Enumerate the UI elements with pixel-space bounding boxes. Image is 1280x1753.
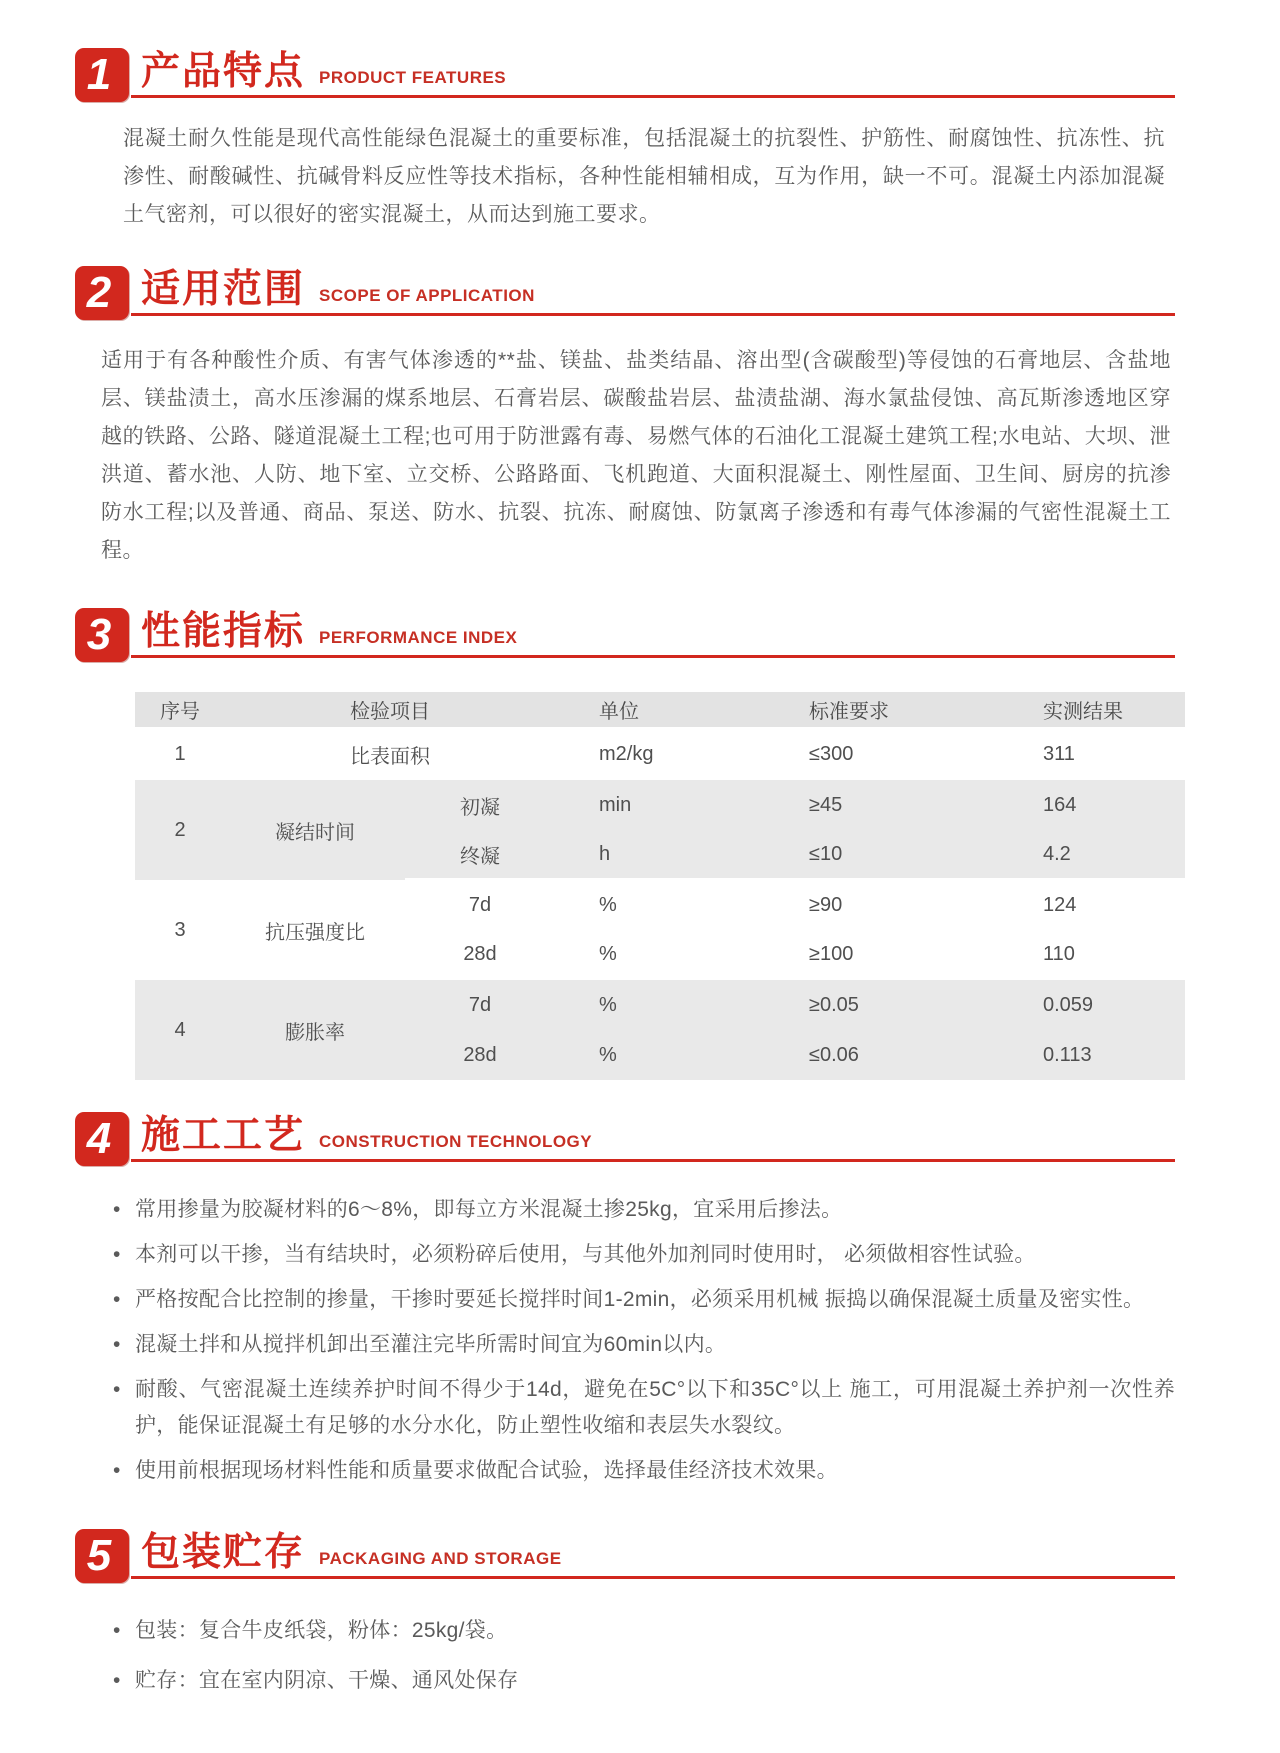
cell-standard: ≥45	[809, 793, 843, 816]
cell-unit: %	[599, 993, 617, 1016]
section-3-number-badge: 3	[75, 608, 129, 662]
cell-measured: 311	[995, 730, 1185, 780]
section-4-header	[75, 1112, 1185, 1166]
header-cell-no: 序号	[135, 692, 225, 730]
product-features-paragraph: 混凝土耐久性能是现代高性能绿色混凝土的重要标准，包括混凝土的抗裂性、护筋性、耐腐蚀性、抗冻性、抗渗性、耐酸碱性、抗碱骨料反应性等技术指标，各种性能相辅相成，互为作用，缺一不可。混凝土内添加混凝土气密剂，可以很好的密实混凝土，从而达到施工要求。	[123, 127, 1165, 226]
section-packaging-and-storage	[75, 1529, 1185, 1699]
table-row	[135, 730, 1185, 780]
section-2-header	[75, 266, 1185, 320]
scope-of-application-paragraph: 适用于有各种酸性介质、有害气体渗透的**盐、镁盐、盐类结晶、溶出型(含碳酸型)等侵蚀的石膏地层、含盐地层、镁盐渍土，高水压渗漏的煤系地层、石膏岩层、碳酸盐岩层、盐渍盐湖、海水氯盐侵蚀、高瓦斯渗透地区穿越的铁路、公路、隧道混凝土工程;也可用于防泄露有毒、易燃气体的石油化工混凝土建筑工程;水电站、大坝、泄洪道、蓄水池、人防、地下室、立交桥、公路路面、飞机跑道、大面积混凝土、刚性屋面、卫生间、厨房的抗渗防水工程;以及普通、商品、泵送、防水、抗裂、抗冻、耐腐蚀、防氯离子渗透和有毒气体渗漏的气密性混凝土工程。	[101, 349, 1171, 562]
list-item: • 包装：复合牛皮纸袋，粉体：25kg/袋。	[113, 1613, 1175, 1649]
section-1-subtitle: PRODUCT FEATURES	[319, 68, 507, 87]
cell-subitem: 28d	[463, 1043, 497, 1066]
list-item: • 严格按配合比控制的掺量，干掺时要延长搅拌时间1-2min，必须采用机械 振捣以确保混凝土质量及密实性。	[113, 1282, 1175, 1318]
section-4-number-badge: 4	[75, 1112, 129, 1166]
section-5-title: 包装贮存	[141, 1531, 306, 1575]
section-construction-technology	[75, 1112, 1185, 1489]
cell-item: 凝结时间	[275, 821, 355, 844]
cell-measured: 124	[1043, 893, 1077, 916]
section-5-number-badge: 5	[75, 1529, 129, 1583]
section-performance-index	[75, 608, 1185, 1080]
list-item: • 常用掺量为胶凝材料的6～8%，即每立方米混凝土掺25kg，宜采用后掺法。	[113, 1192, 1175, 1228]
section-1-header	[75, 48, 1185, 102]
section-3-title-wrap	[131, 612, 1175, 658]
list-item: • 贮存：宜在室内阴凉、干燥、通风处保存	[113, 1663, 1175, 1699]
section-1-title-wrap	[131, 52, 1175, 98]
cell-no: 4	[174, 1018, 186, 1041]
cell-unit: %	[555, 930, 765, 980]
cell-subitem: 7d	[468, 993, 492, 1016]
section-product-features	[75, 48, 1185, 234]
table-row	[135, 780, 1185, 830]
cell-unit: %	[599, 1043, 617, 1066]
section-4-subtitle: CONSTRUCTION TECHNOLOGY	[319, 1132, 593, 1151]
table-row	[135, 980, 1185, 1030]
section-1-number-badge: 1	[75, 48, 129, 102]
cell-no: 1	[135, 730, 225, 780]
section-scope-of-application	[75, 266, 1185, 570]
cell-subitem: 初凝	[460, 796, 500, 819]
list-item: • 混凝土拌和从搅拌机卸出至灌注完毕所需时间宜为60min以内。	[113, 1327, 1175, 1363]
performance-index-table	[135, 692, 1185, 1080]
table-header-row	[135, 692, 1185, 730]
header-cell-measured: 实测结果	[995, 692, 1185, 730]
cell-unit: h	[555, 830, 765, 880]
cell-standard: ≥0.05	[809, 993, 859, 1016]
cell-subitem: 7d	[468, 893, 492, 916]
list-item: • 本剂可以干掺，当有结块时，必须粉碎后使用，与其他外加剂同时使用时， 必须做相容性试验。	[113, 1237, 1175, 1273]
cell-unit: m2/kg	[555, 730, 765, 780]
section-5-header	[75, 1529, 1185, 1583]
cell-unit: min	[599, 793, 632, 816]
section-2-number-badge: 2	[75, 266, 129, 320]
cell-no: 3	[174, 918, 186, 941]
section-4-title-wrap	[131, 1116, 1175, 1162]
cell-measured: 110	[995, 930, 1185, 980]
table-row	[135, 880, 1185, 930]
cell-measured: 164	[1043, 793, 1077, 816]
header-cell-unit: 单位	[555, 692, 765, 730]
list-item: • 使用前根据现场材料性能和质量要求做配合试验，选择最佳经济技术效果。	[113, 1453, 1175, 1489]
cell-measured: 0.059	[1043, 993, 1094, 1016]
cell-no: 2	[174, 818, 186, 841]
section-4-title: 施工工艺	[141, 1114, 306, 1158]
cell-measured: 4.2	[995, 830, 1185, 880]
cell-unit: %	[599, 893, 617, 916]
section-2-subtitle: SCOPE OF APPLICATION	[319, 286, 535, 305]
cell-standard: ≤0.06	[809, 1043, 859, 1066]
cell-item: 比表面积	[225, 730, 555, 780]
construction-technology-list	[113, 1192, 1175, 1489]
section-2-title: 适用范围	[141, 268, 306, 312]
cell-item: 膨胀率	[285, 1021, 345, 1044]
section-5-subtitle: PACKAGING AND STORAGE	[319, 1549, 562, 1568]
section-3-subtitle: PERFORMANCE INDEX	[319, 628, 518, 647]
cell-standard: ≤300	[765, 730, 995, 780]
section-2-title-wrap	[131, 270, 1175, 316]
section-1-title: 产品特点	[141, 50, 306, 94]
cell-standard: ≥90	[809, 893, 843, 916]
list-item: • 耐酸、气密混凝土连续养护时间不得少于14d，避免在5C°以下和35C°以上 施工，可用混凝土养护剂一次性养护，能保证混凝土有足够的水分水化，防止塑性收缩和表层失水裂纹。	[113, 1372, 1175, 1444]
header-cell-item: 检验项目	[225, 692, 555, 730]
section-3-header	[75, 608, 1185, 662]
header-cell-standard: 标准要求	[765, 692, 995, 730]
cell-standard: ≥100	[765, 930, 995, 980]
cell-item: 抗压强度比	[265, 921, 365, 944]
section-5-title-wrap	[131, 1533, 1175, 1579]
cell-subitem: 终凝	[405, 830, 555, 880]
cell-standard: ≤10	[765, 830, 995, 880]
packaging-storage-list	[113, 1613, 1175, 1699]
section-3-title: 性能指标	[141, 610, 306, 654]
cell-measured: 0.113	[1043, 1043, 1092, 1066]
cell-subitem: 28d	[405, 930, 555, 980]
